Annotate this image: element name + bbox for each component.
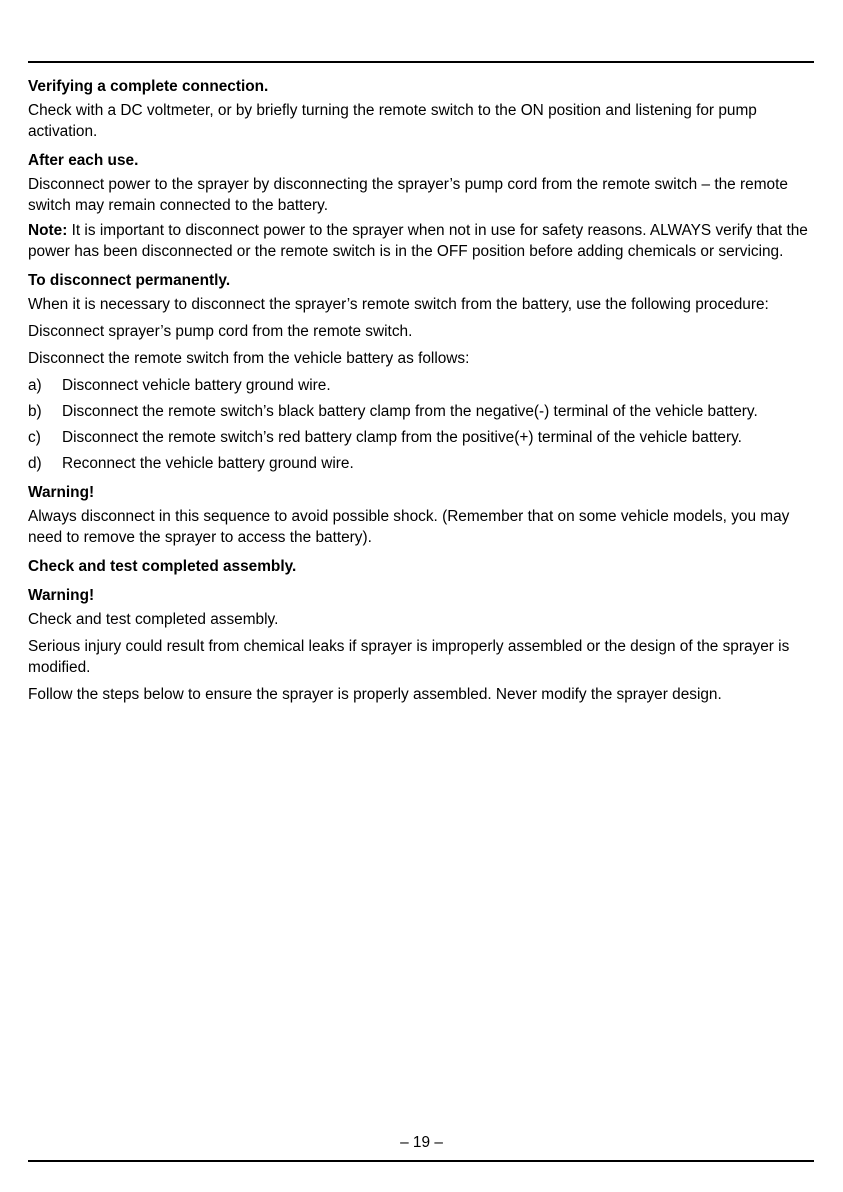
list-item-text: Disconnect the remote switch’s red battery clamp from the positive(+) terminal of the vehicle battery. [62,429,742,446]
heading-after-use: After each use. [28,152,139,169]
list-item [28,427,818,448]
heading-verify: Verifying a complete connection. [28,78,269,95]
disconnect-intro: When it is necessary to disconnect the sprayer’s remote switch from the battery, use the following procedure: [28,296,769,313]
warning-2-line-1: Check and test completed assembly. [28,611,279,628]
list-marker: a) [28,377,42,394]
bottom-rule [28,1160,814,1162]
warning-2-line-3: Follow the steps below to ensure the sprayer is properly assembled. Never modify the sprayer design. [28,686,722,703]
heading-warning-2: Warning! [28,587,95,604]
warning-2-line-2: Serious injury could result from chemical leaks if sprayer is improperly assembled or the design of the sprayer is modified. [28,638,790,676]
list-marker: b) [28,403,42,420]
list-item-text: Disconnect the remote switch’s black battery clamp from the negative(-) terminal of the vehicle battery. [62,403,758,420]
page-number: – 19 – [400,1134,443,1151]
heading-disconnect: To disconnect permanently. [28,272,231,289]
disconnect-step-battery: Disconnect the remote switch from the vehicle battery as follows: [28,350,470,367]
after-use-body: Disconnect power to the sprayer by disconnecting the sprayer’s pump cord from the remote switch – the remote switch may remain connected to the battery. [28,176,788,214]
page-content [28,76,818,711]
disconnect-step-pump: Disconnect sprayer’s pump cord from the remote switch. [28,323,413,340]
heading-warning-1: Warning! [28,484,95,501]
list-marker: d) [28,455,42,472]
heading-check-test: Check and test completed assembly. [28,558,297,575]
after-use-note [28,220,818,262]
warning-1-body: Always disconnect in this sequence to avoid possible shock. (Remember that on some vehicle models, you may need to remove the sprayer to access the battery). [28,508,790,546]
top-rule [28,61,814,63]
note-label: Note: [28,222,68,239]
disconnect-steps-list [28,375,818,474]
verify-body: Check with a DC voltmeter, or by briefly turning the remote switch to the ON position and listening for pump activation. [28,102,757,140]
list-item [28,453,818,474]
list-item [28,375,818,396]
list-item [28,401,818,422]
note-text: It is important to disconnect power to the sprayer when not in use for safety reasons. ALWAYS verify that the power has been disconnected or the remote switch is in the OFF position before adding chemicals or servicing. [28,222,808,260]
list-item-text: Reconnect the vehicle battery ground wire. [62,455,354,472]
list-marker: c) [28,429,41,446]
list-item-text: Disconnect vehicle battery ground wire. [62,377,331,394]
